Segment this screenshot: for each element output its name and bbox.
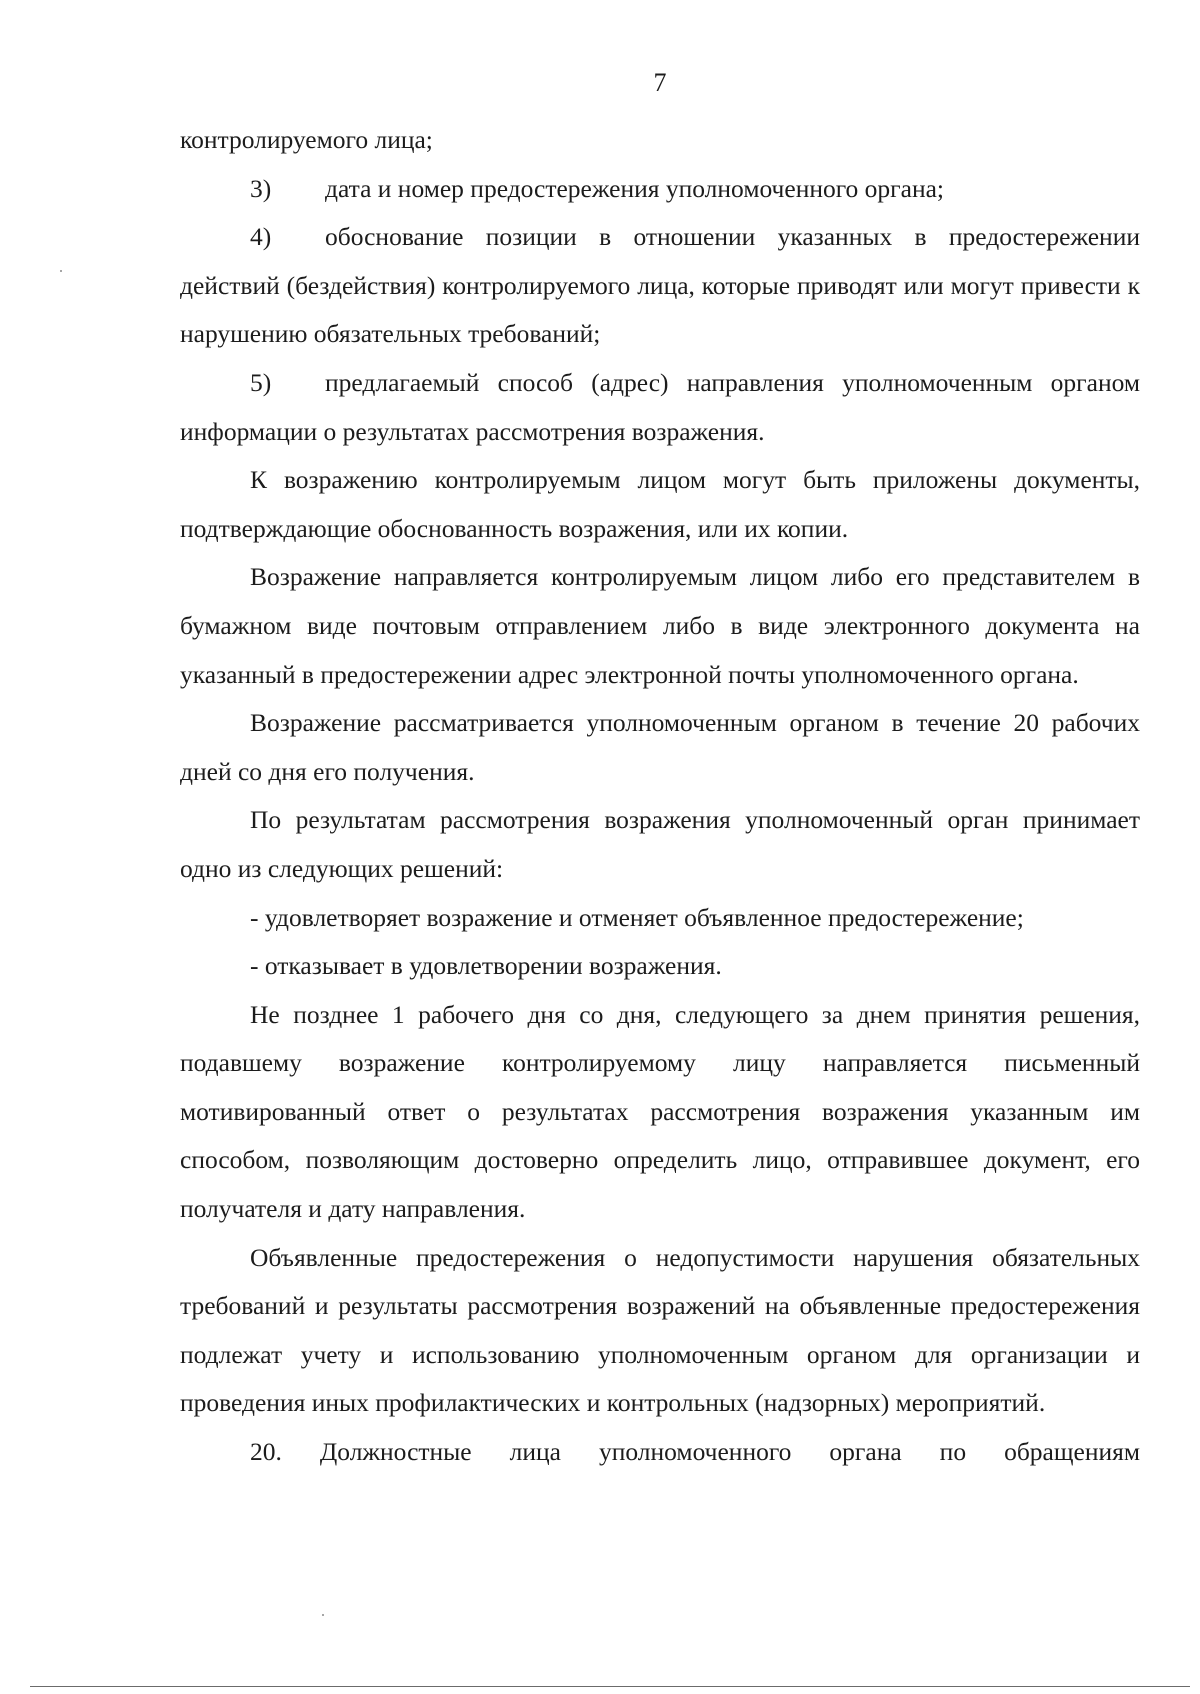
list-item-5 (180, 359, 1140, 456)
paragraph-review-term: Возражение рассматривается уполномоченным органом в течение 20 рабочих дней со дня его получения. (180, 708, 1140, 786)
paragraph-attachments: К возражению контролируемым лицом могут быть приложены документы, подтверждающие обоснованность возражения, или их копии. (180, 465, 1140, 543)
list-item-text: обоснование позиции в отношении указанных в предостережении действий (бездействия) контролируемого лица, которые приводят или могут привести к нарушению обязательных требований; (180, 222, 1140, 349)
decision-option-refuse: - отказывает в удовлетворении возражения. (250, 951, 722, 981)
list-item-number: 4) (250, 222, 272, 252)
list-item-3 (180, 165, 1140, 214)
paragraph-answer: Не позднее 1 рабочего дня со дня, следующего за днем принятия решения, подавшему возражение контролируемому лицу направляется письменный мотивированный ответ о результатах рассмотрения возражения указанным им способом, позволяющим достоверно определить лицо, отправившее документ, его получателя и дату направления. (180, 999, 1140, 1224)
paragraph-item-20: 20. Должностные лица уполномоченного органа по обращениям (250, 1437, 1140, 1467)
scan-speck (60, 270, 62, 272)
list-item-number: 5) (250, 367, 272, 397)
decision-option-satisfy: - удовлетворяет возражение и отменяет объявленное предостережение; (250, 902, 1024, 932)
page-number: 7 (653, 68, 667, 97)
paragraph-accounting: Объявленные предостережения о недопустимости нарушения обязательных требований и результаты рассмотрения возражений на объявленные предостережения подлежат учету и использованию уполномоченным органом для организации и проведения иных профилактических и контрольных (надзорных) мероприятий. (180, 1242, 1140, 1418)
paragraph-submission: Возражение направляется контролируемым лицом либо его представителем в бумажном виде почтовым отправлением либо в виде электронного документа на указанный в предостережении адрес электронной почты уполномоченного органа. (180, 562, 1140, 689)
scan-edge-line (30, 1686, 1190, 1687)
document-body (180, 116, 1140, 1477)
list-item-4 (180, 213, 1140, 359)
scan-speck (322, 1614, 324, 1616)
list-item-text: дата и номер предостережения уполномоченного органа; (325, 173, 945, 203)
paragraph-continued: контролируемого лица; (180, 125, 433, 154)
list-item-number: 3) (250, 173, 272, 203)
paragraph-decisions: По результатам рассмотрения возражения уполномоченный орган принимает одно из следующих решений: (180, 805, 1140, 883)
list-item-text: предлагаемый способ (адрес) направления уполномоченным органом информации о результатах рассмотрения возражения. (180, 367, 1140, 446)
